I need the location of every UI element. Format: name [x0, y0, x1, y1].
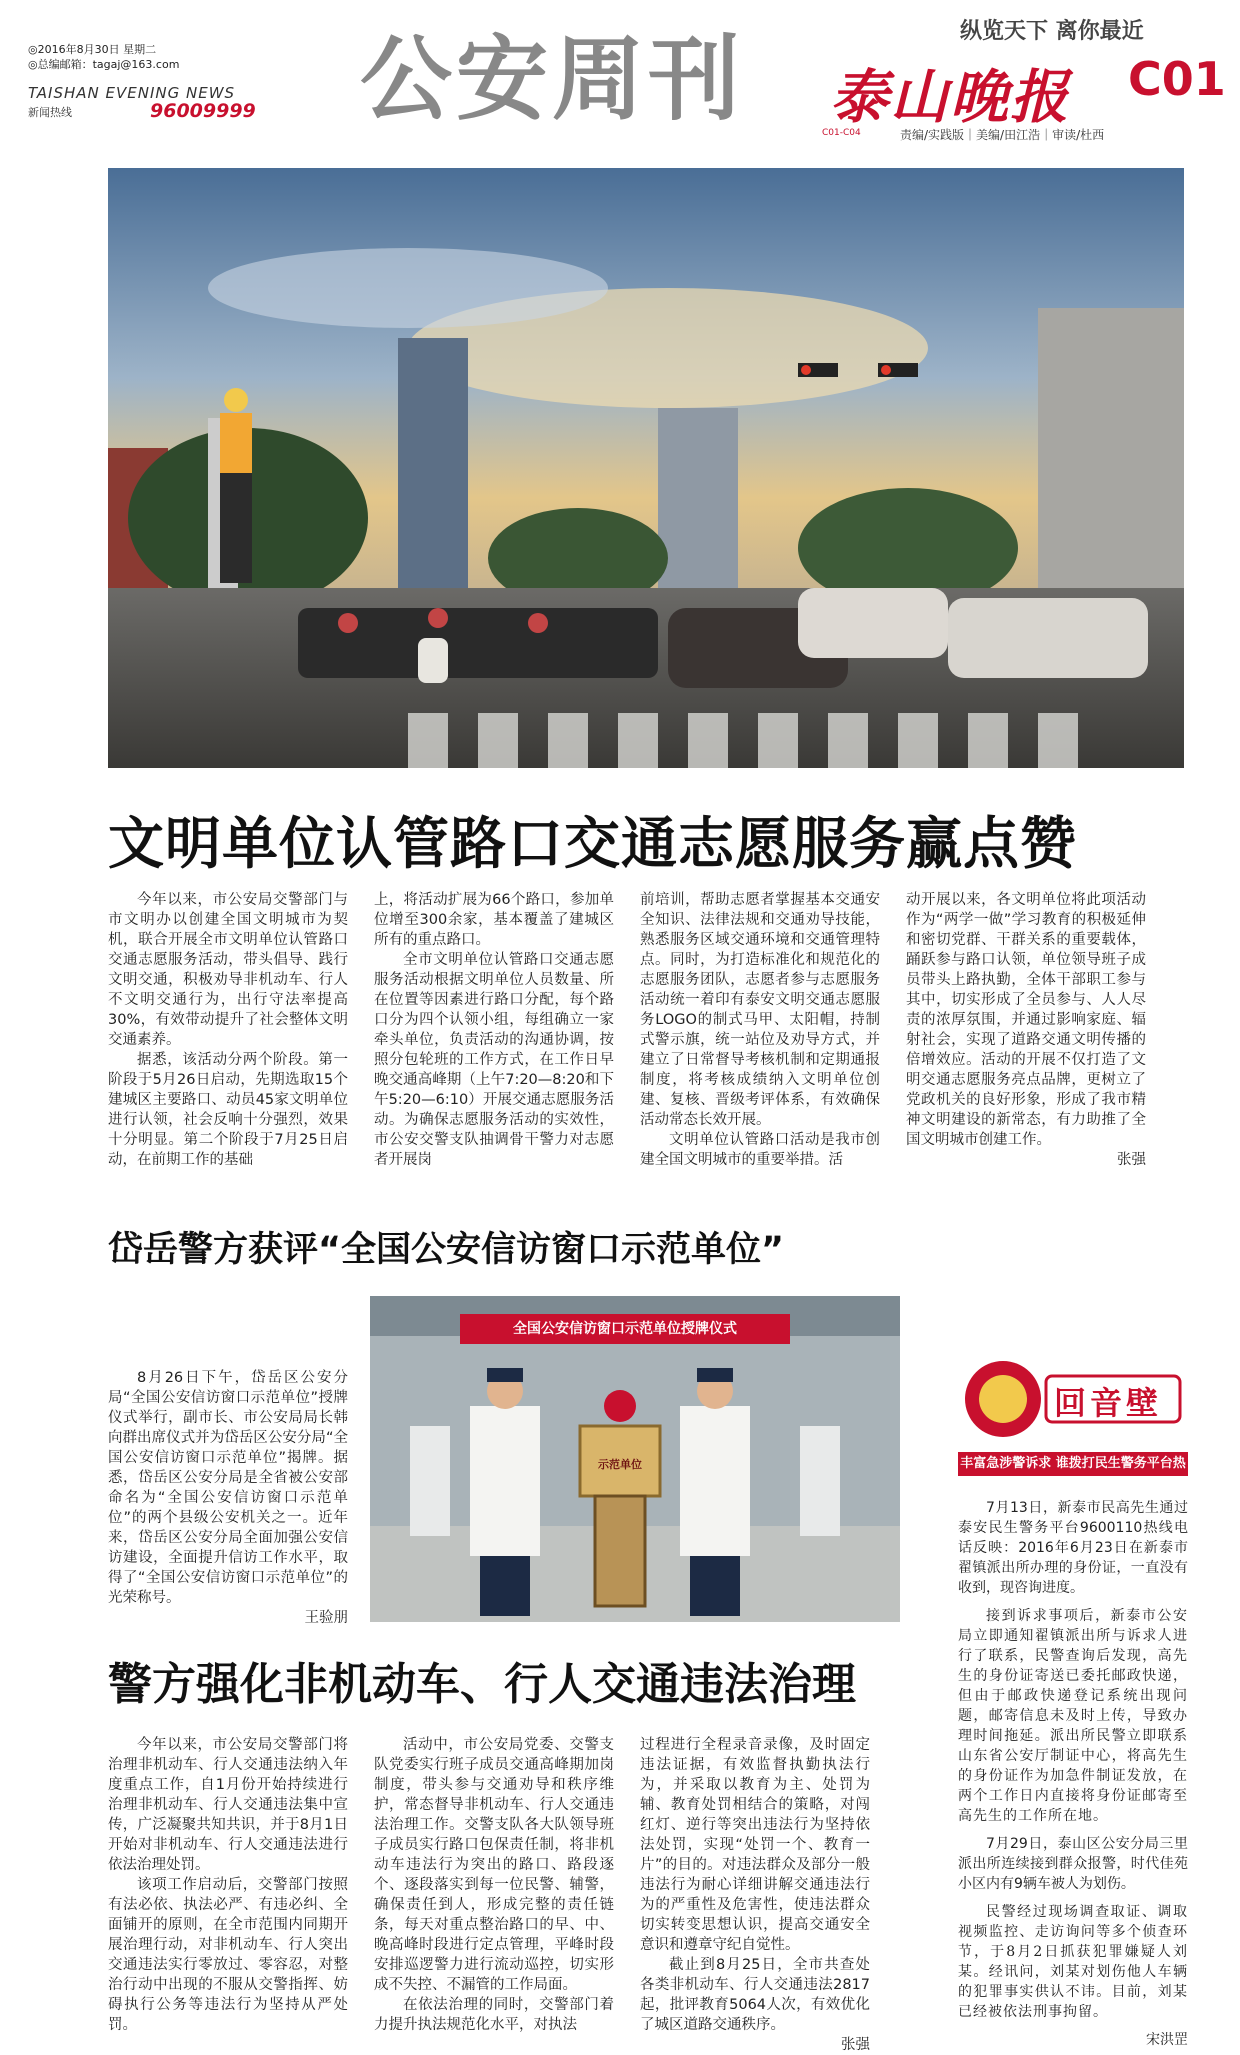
- article1-paragraph: 动开展以来，各文明单位将此项活动作为“两学一做”学习教育的积极延伸和密切党群、干群关系的重要载体，踊跃参与路口认领，单位领导班子成员带头上路执勤，全体干部职工参与其中，切实形成了全员参与、人人尽责的浓厚氛围，并通过影响家庭、辐射社会，实现了道路交通文明传播的倍增效应。活动的开展不仅打造了文明交通志愿服务亮点品牌，更树立了党政机关的良好形象，形成了我市精神文明建设的新常态，有力助推了全国文明城市创建工作。: [906, 892, 1146, 1148]
- article1-paragraph: 据悉，该活动分两个阶段。第一阶段于5月26日启动，先期选取15个建城区主要路口、动员45家文明单位进行认领，社会反响十分强烈，效果十分明显。第二个阶段于7月25日启动，在前期工作的基础: [108, 1052, 348, 1168]
- slogan: 纵览天下 离你最近: [960, 19, 1144, 44]
- award-ceremony-photo: [370, 1296, 900, 1622]
- echo-wall-paragraph: 接到诉求事项后，新泰市公安局立即通知翟镇派出所与诉求人进行了联系，民警查询后发现，高先生的身份证寄送已委托邮政快递，但由于邮政快递登记系统出现问题，邮寄信息未及时上传，导致办理时间拖延。派出所民警立即联系山东省公安厅制证中心，将高先生的身份证作为加急件制证发放，在两个工作日内直接将身份证邮寄至高先生的工作所在地。: [958, 1608, 1188, 1824]
- article1-paragraph: 全市文明单位认管路口交通志愿服务活动根据文明单位人员数量、所在位置等因素进行路口分配，每个路口分为四个认领小组，每组确立一家牵头单位，负责活动的沟通协调，按照分包轮班的工作方式，在工作日早晚交通高峰期（上午7:20—8:20和下午5:20—6:10）开展交通志愿服务活动。为确保志愿服务活动的实效性，市公安交警支队抽调骨干警力对志愿者开展岗: [374, 952, 614, 1168]
- hotline-number: 96009999: [150, 100, 256, 122]
- editors-line: 责编/实践版｜美编/田江浩｜审读/杜西: [900, 128, 1105, 142]
- echo-wall-paragraph: 7月13日，新泰市民高先生通过泰安民生警务平台9600110热线电话反映：2016年6月23日在新泰市翟镇派出所办理的身份证，一直没有收到，现咨询进度。: [958, 1500, 1188, 1596]
- page-range: C01-C04: [822, 128, 861, 138]
- article2-paragraph: 8月26日下午，岱岳区公安分局“全国公安信访窗口示范单位”授牌仪式举行，副市长、市公安局局长韩向群出席仪式并为岱岳区公安分局“全国公安信访窗口示范单位”揭牌。据悉，岱岳区公安分局是全省被公安部命名为“全国公安信访窗口示范单位”的两个县级公安机关之一。近年来，岱岳区公安分局全面加强公安信访建设，全面提升信访工作水平，取得了“全国公安信访窗口示范单位”的光荣称号。: [108, 1370, 348, 1606]
- article3-byline: 张强: [841, 2037, 870, 2053]
- article3-paragraph: 该项工作启动后，交警部门按照有法必依、执法必严、有违必纠、全面铺开的原则，在全市范围内同期开展治理行动，对非机动车、行人突出交通违法实行零放过、零容忍，对整治行动中出现的不服从交警指挥、妨碍执行公务等违法行为坚持从严处罚。: [108, 1877, 348, 2033]
- echo-wall-paragraph: 7月29日，泰山区公安分局三里派出所连续接到群众报警，时代佳苑小区内有9辆车被人为划伤。: [958, 1836, 1188, 1892]
- article1-column-3: [640, 890, 880, 1170]
- section-title: 公安周刊: [360, 26, 745, 133]
- echo-wall-byline: 宋洪罡: [1146, 2032, 1188, 2048]
- article3-column-3: [640, 1735, 870, 2055]
- article3-paragraph: 截止到8月25日，全市共查处各类非机动车、行人交通违法2817起，批评教育5064人次，有效优化了城区道路交通秩序。: [640, 1957, 870, 2033]
- article2-headline: 岱岳警方获评“全国公安信访窗口示范单位”: [108, 1230, 785, 1270]
- main-photo-traffic-intersection: [108, 168, 1184, 768]
- article3-headline: 警方强化非机动车、行人交通违法治理: [108, 1659, 856, 1710]
- article1-paragraph: 上，将活动扩展为66个路口，参加单位增至300余家，基本覆盖了建城区所有的重点路口。: [374, 892, 614, 948]
- article1-column-1: [108, 890, 348, 1170]
- article1-column-2: [374, 890, 614, 1170]
- issue-meta: [28, 42, 179, 72]
- hotline-label: 新闻热线: [28, 106, 72, 119]
- article3-paragraph: 过程进行全程录音录像，及时固定违法证据，有效监督执勤执法行为，并采取以教育为主、处罚为辅、教育处罚相结合的策略，对闯红灯、逆行等突出违法行为坚持依法处罚，实现“处罚一个、教育一片”的目的。对违法群众及部分一般违法行为耐心详细讲解交通违法行为的严重性及危害性，使违法群众切实转变思想认识，提高交通安全意识和遵章守纪自觉性。: [640, 1737, 870, 1953]
- article1-byline: 张强: [1117, 1152, 1146, 1168]
- echo-wall-logo: [958, 1354, 1188, 1444]
- date-line: ◎2016年8月30日 星期二: [28, 43, 157, 56]
- email-line: ◎总编邮箱：tagaj@163.com: [28, 58, 180, 71]
- article1-column-4: [906, 890, 1146, 1170]
- echo-wall-column: [958, 1498, 1188, 2050]
- echo-wall-banner: 丰富急涉警诉求 谁拨打民生警务平台热线电话 9600110: [958, 1452, 1188, 1476]
- article2-column: [108, 1368, 348, 1628]
- article1-paragraph: 前培训，帮助志愿者掌握基本交通安全知识、法律法规和交通劝导技能，熟悉服务区域交通环境和交通管理特点。同时，为打造标准化和规范化的志愿服务团队，志愿者参与志愿服务活动统一着印有泰安文明交通志愿服务LOGO的制式马甲、太阳帽，持制式警示旗，统一站位及劝导方式，并建立了日常督导考核机制和定期通报制度，将考核成绩纳入文明单位创建、复核、晋级考评体系，有效确保活动常态长效开展。: [640, 892, 880, 1128]
- echo-wall-paragraph: 民警经过现场调查取证、调取视频监控、走访询问等多个侦查环节，于8月2日抓获犯罪嫌疑人刘某。经讯问，刘某对划伤他人车辆的犯罪事实供认不讳。目前，刘某已经被依法刑事拘留。: [958, 1904, 1188, 2020]
- article3-paragraph: 活动中，市公安局党委、交警支队党委实行班子成员交通高峰期加岗制度，带头参与交通劝导和秩序维护，常态督导非机动车、行人交通违法治理工作。交警支队各大队领导班子成员实行路口包保责任制，将非机动车违法行为突出的路口、路段逐个、逐段落实到每一位民警、辅警，确保责任到人，形成完整的责任链条，每天对重点整治路口的早、中、晚高峰时段进行定点管理，平峰时段安排巡逻警力进行流动巡控，切实形成不失控、不漏管的工作局面。: [374, 1737, 614, 1993]
- paper-name-logo: 泰山晚报: [830, 63, 1071, 131]
- article3-paragraph: 今年以来，市公安局交警部门将治理非机动车、行人交通违法纳入年度重点工作，自1月份开始持续进行治理非机动车、行人交通违法集中宣传，广泛凝聚共知共识，并于8月1日开始对非机动车、行人交通违法进行依法治理处罚。: [108, 1737, 348, 1873]
- article3-paragraph: 在依法治理的同时，交警部门着力提升执法规范化水平，对执法: [374, 1997, 614, 2033]
- ceremony-banner-text: 全国公安信访窗口示范单位授牌仪式: [513, 1321, 737, 1337]
- article2-byline: 王验朋: [304, 1610, 348, 1626]
- article1-paragraph: 今年以来，市公安局交警部门与市文明办以创建全国文明城市为契机，联合开展全市文明单位认管路口交通志愿服务活动，带头倡导、践行文明交通，积极劝导非机动车、行人不文明交通行为，出行守法率提高30%，有效带动提升了社会整体文明交通素养。: [108, 892, 348, 1048]
- echo-wall-title: 回音壁: [1054, 1384, 1163, 1422]
- article1-headline: 文明单位认管路口交通志愿服务赢点赞: [108, 812, 1077, 877]
- page-number: C01: [1128, 52, 1226, 106]
- article3-column-1: [108, 1735, 348, 2035]
- article1-paragraph: 文明单位认管路口活动是我市创建全国文明城市的重要举措。活: [640, 1132, 880, 1168]
- article3-column-2: [374, 1735, 614, 2035]
- plaque-text: 示范单位: [598, 1458, 642, 1471]
- masthead-english: TAISHAN EVENING NEWS: [28, 84, 236, 102]
